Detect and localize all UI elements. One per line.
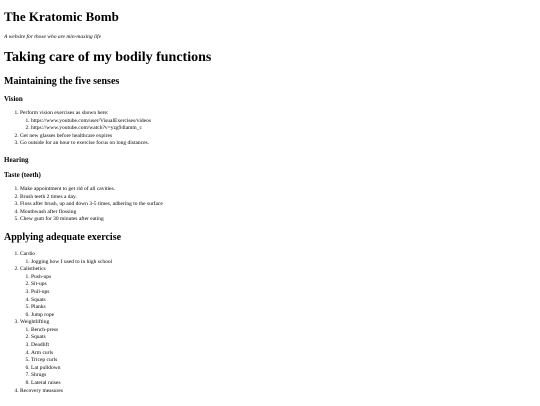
list-item: 2. Brush teeth 2 times a day. [20,194,536,202]
list-item: 6. Lat pulldown [31,365,536,373]
list-item-text: Cardio [20,250,35,257]
vision-list [4,110,536,148]
list-item: 2. Squats [31,334,536,342]
list-item-text: Calisthetics [20,266,46,273]
list-item-text: Weightlifting [20,319,50,326]
vision-links-list [20,118,536,133]
list-item: 4. Arm curls [31,350,536,358]
cardio-list [20,259,536,267]
page-title: Taking care of my bodily functions [4,50,212,65]
list-item: 7. Shrugs [31,372,536,380]
subsection-heading-vision: Vision [4,95,23,103]
list-item-text: Perform vision exercises as shown here: [20,110,109,116]
list-item: 1. Jogging how I used to in high school [31,259,536,267]
list-item: 3. Deadlift [31,342,536,350]
list-item: 4. Squats [31,297,536,305]
list-item [31,125,536,133]
list-item [20,251,536,266]
site-title: The Kratomic Bomb [4,9,119,24]
list-item: 2. Sit-ups [31,281,536,289]
list-item: 3. Floss after brush, up and down 3-5 times, adhering to the surface [20,201,536,209]
list-item: 1. Push-ups [31,274,536,282]
weightlifting-list [20,327,536,388]
site-tagline: A website for those who are min-maxing life [4,34,102,40]
list-item: 5. Chew gum for 30 minutes after eating [20,216,536,224]
subsection-heading-hearing: Hearing [4,155,29,164]
list-item [20,266,536,319]
video-link[interactable]: https://www.youtube.com/watch?v=yzg94lamm_c [31,125,142,132]
list-item: 3. Go outside for an hour to exercise focus on long distances. [20,140,536,148]
list-item: 4. Recovery measures [20,388,536,396]
list-item: 1. Bench-press [31,327,536,335]
list-item: 3. Pull-ups [31,289,536,297]
list-item: 6. Jump rope [31,312,536,320]
calisthetics-list [20,274,536,320]
taste-list [4,186,536,224]
section-heading-exercise: Applying adequate exercise [4,231,122,243]
subsection-heading-taste: Taste (teeth) [4,170,41,179]
exercise-list [4,251,536,395]
list-item [20,319,536,387]
list-item: 5. Planks [31,304,536,312]
video-link[interactable]: https://www.youtube.com/user/VisualExercises/videos [31,117,151,124]
list-item: 1. Make appointment to get rid of all cavities. [20,186,536,194]
list-item: 2. Get new glasses before healthcare expires [20,133,536,141]
list-item: 5. Tricep curls [31,357,536,365]
list-item [31,118,536,126]
list-item: 8. Lateral raises [31,380,536,388]
list-item: 4. Mouthwash after flossing [20,209,536,217]
section-heading-senses: Maintaining the five senses [4,76,120,87]
list-item [20,110,536,133]
